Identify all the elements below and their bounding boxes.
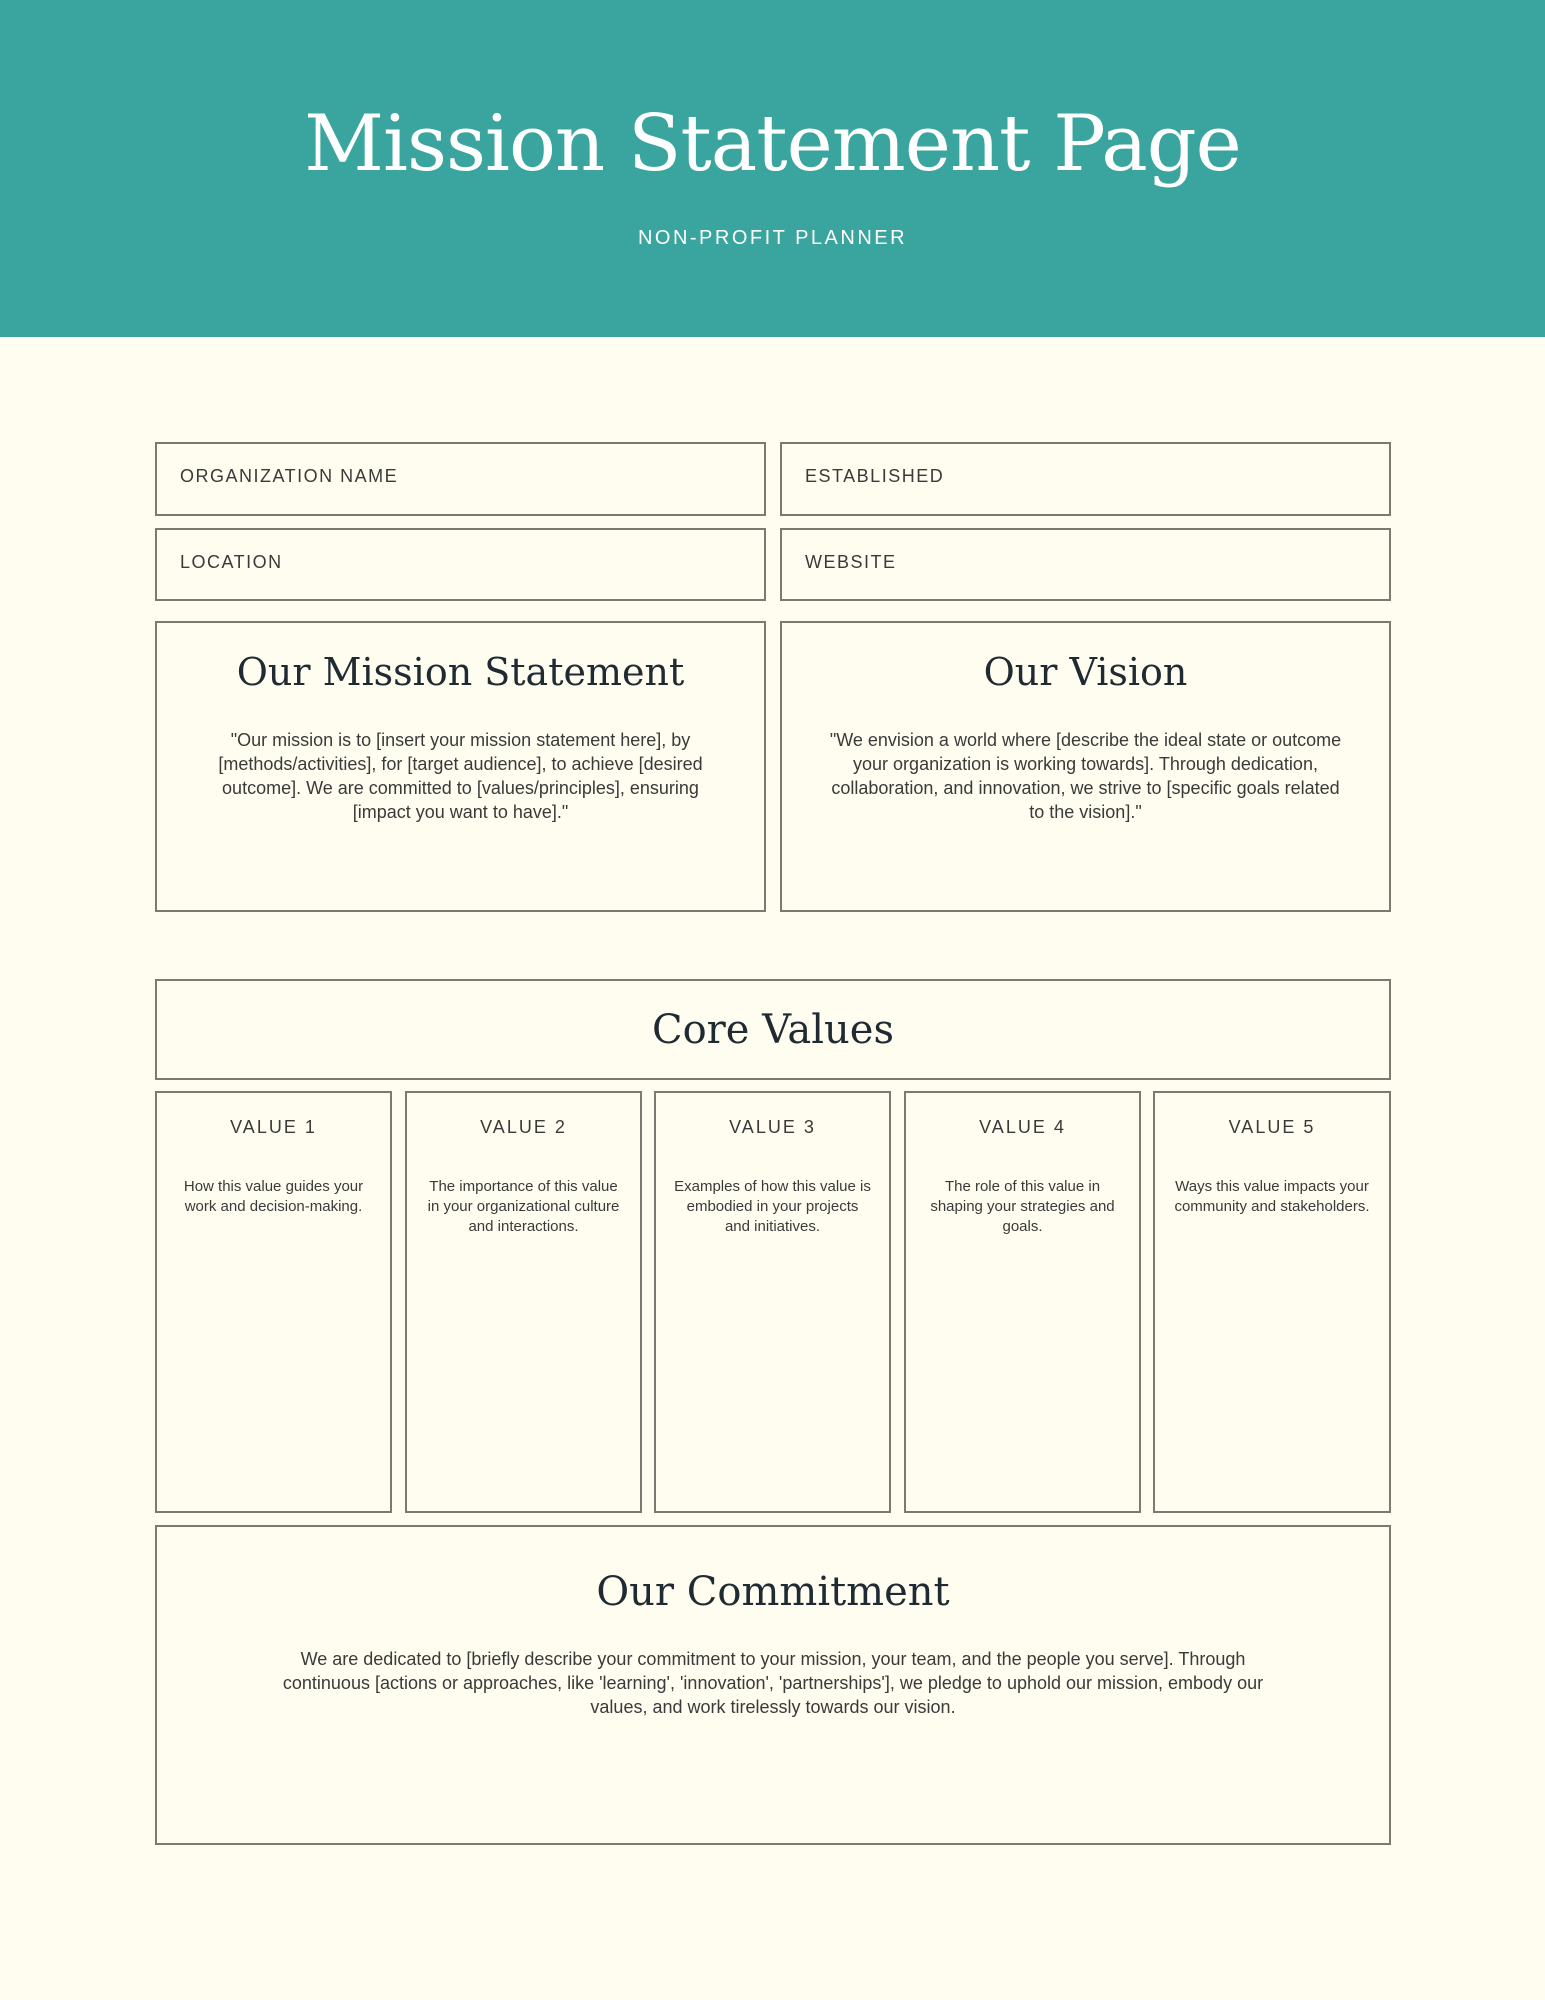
established-field[interactable]: [780, 442, 1391, 516]
website-field[interactable]: [780, 528, 1391, 601]
value-card[interactable]: [405, 1091, 642, 1513]
organization-name-label: ORGANIZATION NAME: [180, 466, 399, 486]
commitment-heading: Our Commitment: [596, 1569, 950, 1615]
value-description: How this value guides your work and decision-making.: [183, 1178, 364, 1215]
value-title: VALUE 2: [480, 1117, 567, 1137]
commitment-body: We are dedicated to [briefly describe your commitment to your mission, your team, and the people you serve]. Through continuous [actions or approaches, like 'learning', 'innovation', 'partnerships'], we pledge to uphold our mission, embody our values, and work tirelessly towards our vision.: [282, 1649, 1264, 1717]
page-subtitle: NON-PROFIT PLANNER: [637, 227, 908, 249]
established-label: ESTABLISHED: [805, 466, 945, 486]
value-title: VALUE 4: [979, 1117, 1066, 1137]
location-label: LOCATION: [180, 552, 283, 572]
vision-box[interactable]: [780, 621, 1391, 912]
value-card[interactable]: [155, 1091, 392, 1513]
mission-heading: Our Mission Statement: [236, 650, 685, 694]
vision-body: "We envision a world where [describe the ideal state or outcome your organization is working towards]. Through dedication, collaboration, and innovation, we strive to [specific goals related to the vision].": [829, 730, 1342, 822]
commitment-box[interactable]: [155, 1525, 1391, 1845]
location-field[interactable]: [155, 528, 766, 601]
value-title: VALUE 1: [230, 1117, 317, 1137]
value-description: Ways this value impacts your community and stakeholders.: [1174, 1178, 1370, 1215]
mission-body: "Our mission is to [insert your mission statement here], by [methods/activities], for [target audience], to achieve [desired outcome]. We are committed to [values/principles], ensuring [impact you want to have].": [218, 730, 703, 822]
value-description: Examples of how this value is embodied in your projects and initiatives.: [674, 1178, 871, 1235]
value-title: VALUE 3: [729, 1117, 816, 1137]
organization-name-field[interactable]: [155, 442, 766, 516]
core-values-heading: Core Values: [651, 1007, 894, 1053]
value-description: The importance of this value in your organizational culture and interactions.: [427, 1178, 620, 1235]
header-banner: [0, 0, 1545, 337]
vision-heading: Our Vision: [983, 650, 1188, 694]
mission-statement-box[interactable]: [155, 621, 766, 912]
website-label: WEBSITE: [805, 552, 897, 572]
value-card[interactable]: [904, 1091, 1141, 1513]
page-title: Mission Statement Page: [304, 99, 1241, 189]
core-values-header-box: [155, 979, 1391, 1080]
value-title: VALUE 5: [1228, 1117, 1316, 1137]
value-card[interactable]: [1153, 1091, 1391, 1513]
value-card[interactable]: [654, 1091, 891, 1513]
value-description: The role of this value in shaping your strategies and goals.: [930, 1178, 1115, 1235]
